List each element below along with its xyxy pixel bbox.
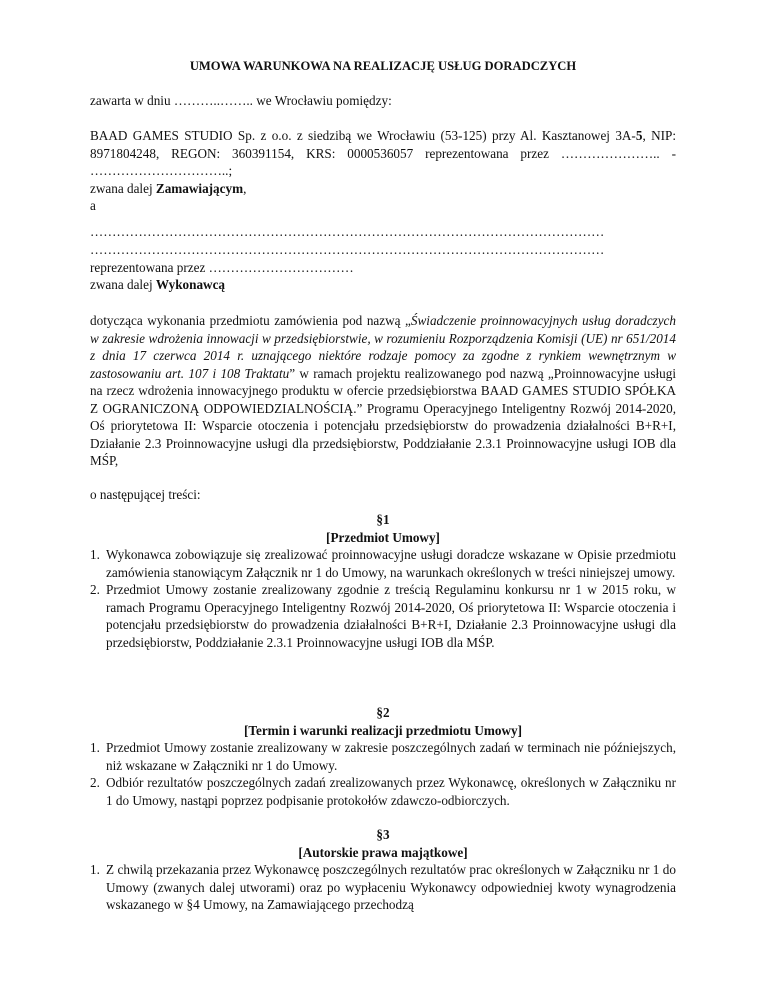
list-item-text: Przedmiot Umowy zostanie zrealizowany w zakresie poszczególnych zadań w terminach nie późniejszych, niż wskazane w Załączniki nr 1 do Umowy.: [106, 740, 676, 773]
conjunction: a: [90, 198, 96, 213]
called-line-2: [90, 276, 676, 294]
party-1: [90, 127, 676, 180]
list-item-number: 2.: [90, 582, 100, 597]
subject-lead: dotycząca wykonania przedmiotu zamówienia pod nazwą „: [90, 313, 411, 328]
list-item-text: Przedmiot Umowy zostanie zrealizowany zgodnie z treścią Regulaminu konkursu nr 1 w 2015 roku, w ramach Programu Operacyjnego Inteligentny Rozwój 2014-2020, Oś priorytetowa II: Wsparcie otoczenia i potencjału przedsiębiorstw do prowadzenia działalności B+R+I, Działanie 2.3 Proinnowacyjne usługi dla przedsiębiorstw, Poddziałanie 2.3.1 Proinnowacyjne usługi IOB dla MŚP.: [106, 582, 676, 650]
represented-line: reprezentowana przez ……………………………: [90, 260, 354, 275]
section-3-number: §3: [376, 827, 390, 842]
list-item: [90, 774, 676, 809]
section-2-number: §2: [376, 705, 390, 720]
section-2: [90, 704, 676, 809]
list-item: [90, 546, 676, 581]
list-item-number: 1.: [90, 740, 100, 755]
called-label-2: zwana dalej: [90, 277, 156, 292]
section-1-heading: [Przedmiot Umowy]: [326, 529, 440, 545]
called-label-1: zwana dalej: [90, 181, 156, 196]
list-item: [90, 739, 676, 774]
section-1: [90, 511, 676, 651]
date-line: zawarta w dniu ………..…….. we Wrocławiu pomiędzy:: [90, 93, 392, 108]
party-2-dots-1: ………………………………………………………………………………………………………: [90, 224, 605, 239]
list-item-text: Wykonawca zobowiązuje się zrealizować proinnowacyjne usługi doradcze wskazane w Opisie przedmiotu zamówienia stanowiącym Załącznik nr 1 do Umowy, na warunkach określonych w treści niniejszej umowy.: [106, 547, 676, 580]
section-2-heading: [Termin i warunki realizacji przedmiotu Umowy]: [243, 722, 522, 738]
party-1-text-a: BAAD GAMES STUDIO Sp. z o.o. z siedzibą we Wrocławiu (53-125) przy Al. Kasztanowej 3A-: [90, 128, 636, 143]
called-line-1: [90, 180, 676, 198]
list-item: [90, 581, 676, 651]
section-1-number: §1: [376, 512, 390, 527]
list-item-text: Z chwilą przekazania przez Wykonawcę poszczególnych rezultatów prac określonych w Załączniku nr 1 do Umowy (zwanych dalej utworami) oraz po wypłaceniu Wykonawcy odpowiedniej kwoty wynagrodzenia wskazanego w §4 Umowy, na Zamawiającego przechodzą: [106, 862, 676, 912]
party-2-dots-2: ………………………………………………………………………………………………………: [90, 242, 605, 257]
party-1-text-c: , NIP: 8971804248, REGON: 360391154, KRS: 0000536057 reprezentowana przez ………………….. - …………………………..;: [90, 128, 676, 178]
section-1-list: [90, 546, 676, 651]
role-contractor: Wykonawcą: [155, 277, 226, 292]
list-item: [90, 861, 676, 914]
list-item-number: 2.: [90, 775, 100, 790]
list-item-text: Odbiór rezultatów poszczególnych zadań zrealizowanych przez Wykonawcę, określonych w Załączniku nr 1 do Umowy, nastąpi poprzez podpisanie protokołów zdawczo-odbiorczych.: [106, 775, 676, 808]
subject-rest: ” w ramach projektu realizowanego pod nazwą „Proinnowacyjne usługi na rzecz wdrożenia innowacyjnego produktu w ofercie przedsiębiorstwa BAAD GAMES STUDIO SPÓŁKA Z OGRANICZONĄ ODPOWIEDZIALNOŚCIĄ.” Programu Operacyjnego Inteligentny Rozwój 2014-2020, Oś priorytetowa II: Wsparcie otoczenia i potencjału przedsiębiorstw do prowadzenia działalności B+R+I, Działanie 2.3 Proinnowacyjne usługi dla przedsiębiorstw, Poddziałanie 2.3.1 Proinnowacyjne usługi IOB dla MŚP,: [90, 365, 676, 468]
list-item-number: 1.: [90, 862, 100, 877]
comma: ,: [243, 181, 247, 196]
following-line: o następującej treści:: [90, 487, 201, 502]
section-3: [90, 826, 676, 914]
subject-paragraph: [90, 312, 676, 470]
role-ordering-party: Zamawiającym: [155, 181, 244, 196]
section-2-list: [90, 739, 676, 809]
section-3-list: [90, 861, 676, 914]
list-item-number: 1.: [90, 547, 100, 562]
section-3-heading: [Autorskie prawa majątkowe]: [298, 844, 468, 860]
party-1-text-b: 5: [635, 128, 643, 143]
subject-italic: Świadczenie proinnowacyjnych usług doradczych w zakresie wdrożenia innowacji w przedsiębiorstwie, w rozumieniu Rozporządzenia Komisji (UE) nr 651/2014 z dnia 17 czerwca 2014 r. uznającego niektóre rodzaje pomocy za zgodne z rynkiem wewnętrznym w zastosowaniu art. 107 i 108 Traktatu: [90, 313, 676, 381]
document-title: UMOWA WARUNKOWA NA REALIZACJĘ USŁUG DORADCZYCH: [189, 59, 577, 73]
